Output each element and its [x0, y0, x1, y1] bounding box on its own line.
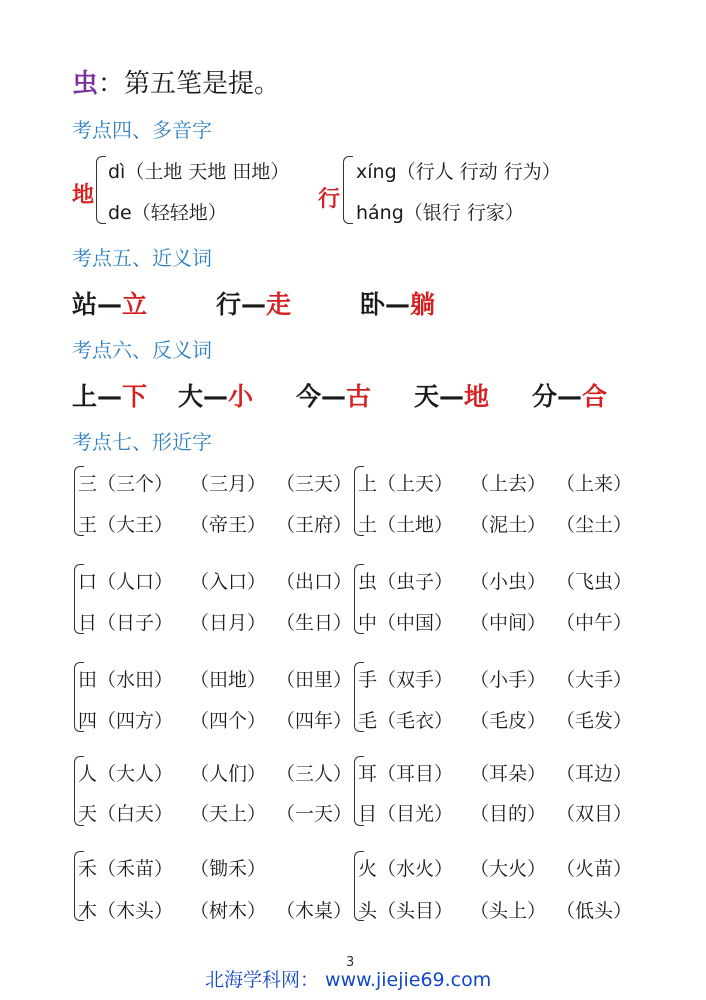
dash: — [203, 382, 229, 411]
section-title-polyphones: 考点四、多音字 [72, 118, 212, 142]
antonym-word: 大 [178, 382, 204, 411]
stroke-rule-char: 虫 [72, 69, 99, 99]
word-cell: 耳（耳目） [358, 763, 454, 785]
word-cell: （上去） [470, 473, 547, 495]
polyphone-reading: dì（土地 天地 田地） [108, 161, 290, 183]
word-cell: 人（大人） [78, 763, 174, 785]
word-cell: （树木） [190, 900, 267, 922]
antonym-word: 今 [296, 382, 322, 411]
antonym-word: 合 [582, 382, 608, 411]
word-cell: 中（中国） [358, 612, 454, 634]
word-cell: （三人） [276, 763, 353, 785]
antonym-word: 分 [532, 382, 558, 411]
word-cell: 毛（毛衣） [358, 710, 454, 732]
word-cell: （生日） [276, 612, 353, 634]
antonym-word: 小 [228, 382, 254, 411]
word-cell: 手（双手） [358, 669, 454, 691]
word-cell: （四年） [276, 710, 353, 732]
word-cell: 土（土地） [358, 514, 454, 536]
word-cell: 火（水火） [358, 858, 454, 880]
word-cell: 口（人口） [78, 571, 174, 593]
stroke-rule-text: ：第五笔是提。 [98, 69, 281, 99]
word-cell: （泥土） [470, 514, 547, 536]
word-cell: （小手） [470, 669, 547, 691]
word-cell: （耳边） [556, 763, 633, 785]
antonym-pair [72, 377, 147, 413]
word-cell: （出口） [276, 571, 353, 593]
word-cell: （一天） [276, 803, 353, 825]
word-cell: （毛发） [556, 710, 633, 732]
antonym-pair [414, 377, 489, 413]
dash: — [97, 290, 123, 319]
synonym-word: 躺 [410, 290, 436, 319]
word-cell: （大手） [556, 669, 633, 691]
synonym-pair [72, 285, 147, 321]
word-cell: （锄禾） [190, 858, 267, 880]
antonym-pair [532, 377, 607, 413]
word-cell: （田里） [276, 669, 353, 691]
word-cell: （田地） [190, 669, 267, 691]
word-cell: 目（目光） [358, 803, 454, 825]
word-cell: 头（头目） [358, 900, 454, 922]
polyphone-reading: háng（银行 行家） [356, 202, 524, 224]
dash: — [321, 382, 347, 411]
brace [96, 156, 106, 224]
synonym-word: 卧 [360, 290, 386, 319]
dash: — [97, 382, 123, 411]
dash: — [557, 382, 583, 411]
polyphone-char: 地 [72, 183, 95, 208]
word-cell: 田（水田） [78, 669, 174, 691]
dash: — [385, 290, 411, 319]
word-cell: （中午） [556, 612, 633, 634]
word-cell: （日月） [190, 612, 267, 634]
antonym-word: 上 [72, 382, 98, 411]
section-title-synonyms: 考点五、近义词 [72, 246, 212, 270]
synonym-word: 行 [216, 290, 242, 319]
section-title-antonyms: 考点六、反义词 [72, 338, 212, 362]
word-cell: 虫（虫子） [358, 571, 454, 593]
word-cell: （王府） [276, 514, 353, 536]
antonym-word: 地 [464, 382, 490, 411]
word-cell: 四（四方） [78, 710, 174, 732]
word-cell: 日（日子） [78, 612, 174, 634]
word-cell: （木桌） [276, 900, 353, 922]
word-cell: （耳朵） [470, 763, 547, 785]
synonym-pair [360, 285, 435, 321]
word-cell: 王（大王） [78, 514, 174, 536]
polyphone-reading: de（轻轻地） [108, 202, 227, 224]
word-cell: （目的） [470, 803, 547, 825]
word-cell: （入口） [190, 571, 267, 593]
word-cell: 禾（禾苗） [78, 858, 174, 880]
synonym-word: 立 [122, 290, 148, 319]
word-cell: （小虫） [470, 571, 547, 593]
stroke-rule-line [72, 63, 280, 100]
word-cell: （上来） [556, 473, 633, 495]
synonym-word: 站 [72, 290, 98, 319]
word-cell: 三（三个） [78, 473, 174, 495]
word-cell: （四个） [190, 710, 267, 732]
polyphone-reading: xíng（行人 行动 行为） [356, 161, 561, 183]
word-cell: （大火） [470, 858, 547, 880]
word-cell: （三月） [190, 473, 267, 495]
word-cell: 上（上天） [358, 473, 454, 495]
antonym-word: 下 [122, 382, 148, 411]
synonym-word: 走 [266, 290, 292, 319]
antonym-pair [178, 377, 253, 413]
word-cell: （人们） [190, 763, 267, 785]
word-cell: （低头） [556, 900, 633, 922]
dash: — [241, 290, 267, 319]
word-cell: （帝王） [190, 514, 267, 536]
word-cell: （中间） [470, 612, 547, 634]
brace [343, 156, 353, 224]
word-cell: 木（木头） [78, 900, 174, 922]
word-cell: （天上） [190, 803, 267, 825]
word-cell: （飞虫） [556, 571, 633, 593]
antonym-word: 古 [346, 382, 372, 411]
antonym-word: 天 [414, 382, 440, 411]
polyphone-char: 行 [318, 187, 341, 212]
section-title-similar-chars: 考点七、形近字 [72, 430, 212, 454]
word-cell: （双目） [556, 803, 633, 825]
page-number: 3 [346, 955, 355, 970]
word-cell: （尘土） [556, 514, 633, 536]
word-cell: （头上） [470, 900, 547, 922]
footer-watermark-text: 北海学科网： www.jiejie69.com [205, 969, 492, 991]
word-cell: （三天） [276, 473, 353, 495]
word-cell: （毛皮） [470, 710, 547, 732]
antonym-pair [296, 377, 371, 413]
synonym-pair [216, 285, 291, 321]
word-cell: 天（白天） [78, 803, 174, 825]
word-cell: （火苗） [556, 858, 633, 880]
dash: — [439, 382, 465, 411]
